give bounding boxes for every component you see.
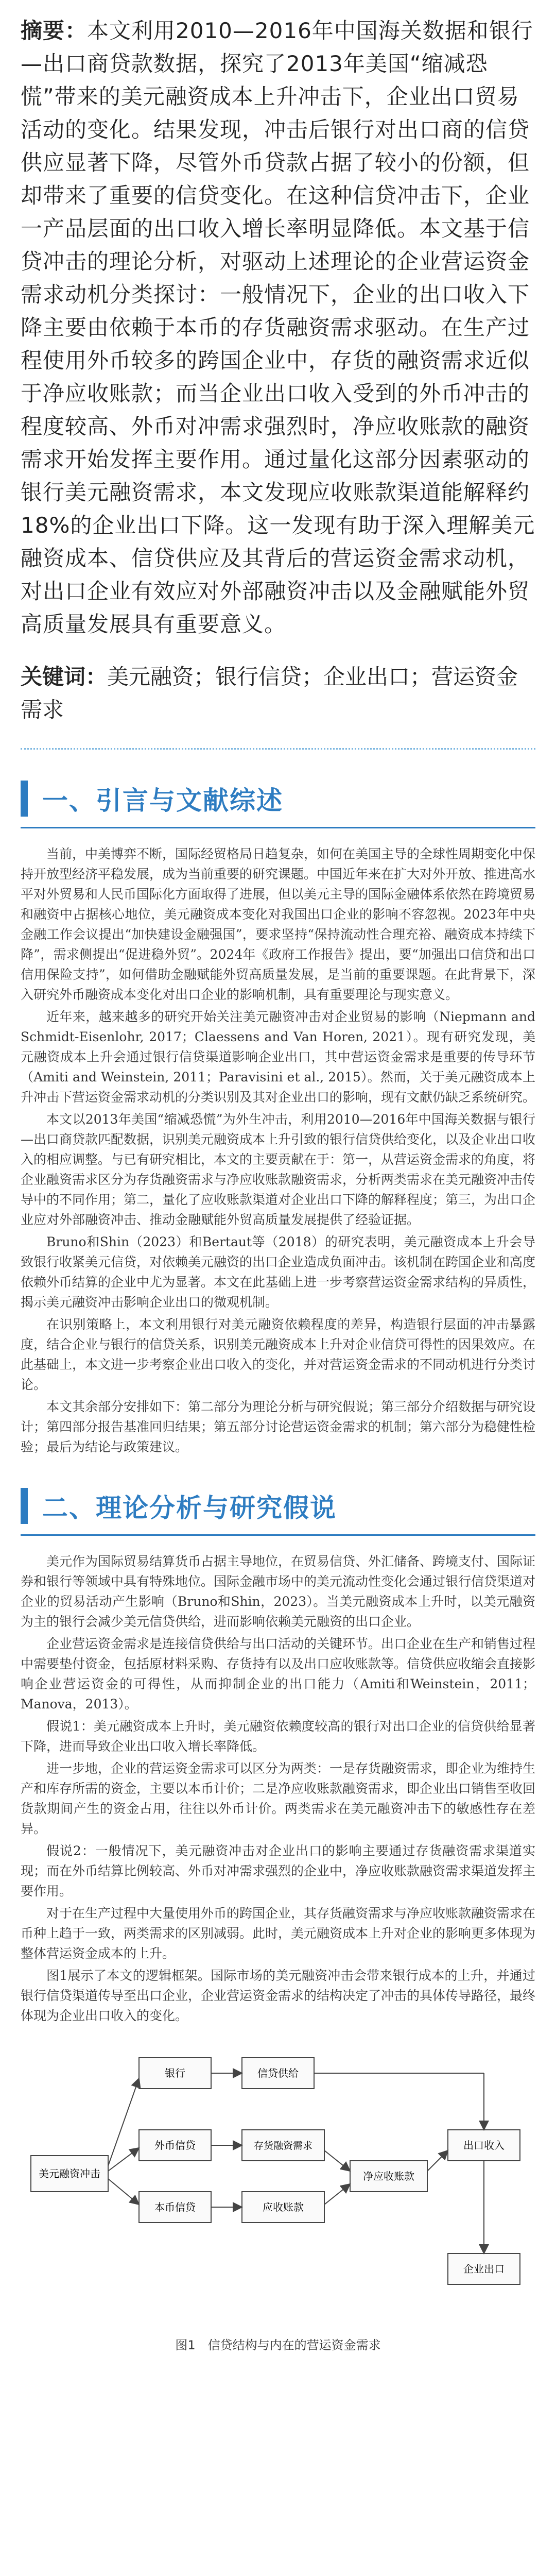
paragraph: 在识别策略上，本文利用银行对美元融资依赖程度的差异，构造银行层面的冲击暴露度，结合企业与银行的信贷关系，识别美元融资成本上升对企业信贷可得性的因果效应。在此基础上，本文进一步考察企业出口收入的变化，并对营运资金需求的不同动机进行分类讨论。: [21, 1317, 536, 1392]
figure-caption: 图1 信贷结构与内在的营运资金需求: [175, 2338, 381, 2352]
arrow: [324, 2184, 350, 2205]
abstract: [0, 0, 556, 641]
paragraph: 近年来，越来越多的研究开始关注美元融资冲击对企业贸易的影响（Niepmann and Schmidt-Eisenlohr, 2017；Claessens and Van Horen, 2021）。现有研究发现，美元融资成本上升会通过银行信贷渠道影响企业出口，其中营运资金需求是重要的传导环节（Amiti and Weinstein, 2011；Paravisini et al., 2015）。然而，关于美元融资成本上升冲击下营运资金需求动机的分类识别及其对企业出口的影响，现有文献仍缺乏系统研究。: [21, 1009, 536, 1105]
paragraph: 本文以2013年美国“缩减恐慌”为外生冲击，利用2010—2016年中国海关数据与银行—出口商贷款匹配数据，识别美元融资成本上升引致的银行信贷供给变化，以及企业出口收入的相应调整。与已有研究相比，本文的主要贡献在于：第一，从营运资金需求的角度，将企业融资需求区分为存货融资需求与净应收账款融资需求，分析两类需求在美元融资冲击传导中的不同作用；第二，量化了应收账款渠道对企业出口下降的解释程度；第三，为出口企业应对外部融资冲击、推动金融赋能外贸高质量发展提供了经验证据。: [21, 1112, 536, 1227]
heading-bar: [21, 781, 28, 817]
heading-bar: [21, 1488, 28, 1524]
section-1-heading: [21, 770, 535, 828]
section-2-heading: [21, 1478, 535, 1536]
box-inventory-label: 存货融资需求: [253, 2140, 313, 2151]
arrow: [324, 2150, 350, 2171]
paragraph: 图1展示了本文的逻辑框架。国际市场的美元融资冲击会带来银行成本的上升，并通过银行信贷渠道传导至出口企业，企业营运资金需求的结构决定了冲击的具体传导路径，最终体现为企业出口收入的变化。: [21, 1968, 536, 2023]
arrow: [427, 2150, 448, 2171]
abstract-text: 本文利用2010—2016年中国海关数据和银行—出口商贷款数据，探究了2013年美国“缩减恐慌”带来的美元融资成本上升冲击下，企业出口贸易活动的变化。结果发现，冲击后银行对出口商的信贷供应显著下降，尽管外币贷款占据了较小的份额，但却带来了重要的信贷变化。在这种信贷冲击下，企业一产品层面的出口收入增长率明显降低。本文基于信贷冲击的理论分析，对驱动上述理论的企业营运资金需求动机分类探讨：一般情况下，企业的出口收入下降主要由依赖于本币的存货融资需求驱动。在生产过程使用外币较多的跨国企业中，存货的融资需求近似于净应收账款；而当企业出口收入受到的外币冲击的程度较高、外币对冲需求强烈时，净应收账款的融资需求开始发挥主要作用。通过量化这部分因素驱动的银行美元融资需求，本文发现应收账款渠道能解释约18%的企业出口下降。这一发现有助于深入理解美元融资成本、信贷供应及其背后的营运资金需求动机，对出口企业有效应对外部融资冲击以及金融赋能外贸高质量发展具有重要意义。: [21, 18, 535, 637]
paragraph: 假说2：一般情况下，美元融资冲击对企业出口的影响主要通过存货融资需求渠道实现；而在外币结算比例较高、外币对冲需求强烈的企业中，净应收账款融资需求渠道发挥主要作用。: [21, 1843, 536, 1899]
section-2-title: 二、理论分析与研究假说: [42, 1493, 337, 1523]
box-bank-label: 银行: [165, 2067, 185, 2079]
paragraph: 进一步地，企业的营运资金需求可以区分为两类：一是存货融资需求，即企业为维持生产和库存所需的资金，主要以本币计价；二是净应收账款融资需求，即企业出口销售至收回货款期间产生的资金占用，往往以外币计价。两类需求在美元融资冲击下的敏感性存在差异。: [21, 1761, 536, 1836]
keywords-text: 美元融资；银行信贷；企业出口；营运资金需求: [21, 664, 518, 722]
box-fx-credit-label: 外币信贷: [154, 2139, 196, 2151]
paragraph: 对于在生产过程中大量使用外币的跨国企业，其存货融资需求与净应收账款融资需求在币种上趋于一致，两类需求的区别减弱。此时，美元融资成本上升对企业的影响更多体现为整体营运资金成本的上升。: [21, 1906, 536, 1961]
paragraph: 当前，中美博弈不断，国际经贸格局日趋复杂，如何在美国主导的全球性周期变化中保持开放型经济平稳发展，成为当前重要的研究课题。中国近年来在扩大对外开放、推进高水平对外贸易和人民币国际化方面取得了进展，但以美元主导的国际金融体系依然在跨境贸易和融资中占据核心地位，美元融资成本变化对我国出口企业的影响不容忽视。2023年中央金融工作会议提出“加快建设金融强国”，要求坚持“保持流动性合理充裕、融资成本持续下降”，需求侧提出“促进稳外贸”。2024年《政府工作报告》提出，要“加强出口信贷和出口信用保险支持”，如何借助金融赋能外贸高质量发展，是当前的重要课题。在此背景下，深入研究外币融资成本变化对出口企业的影响机制，具有重要理论与现实意义。: [21, 846, 536, 1002]
keywords: [0, 641, 556, 726]
paragraph: 企业营运资金需求是连接信贷供给与出口活动的关键环节。出口企业在生产和销售过程中需要垫付资金，包括原材料采购、存货持有以及出口应收账款等。信贷供应收缩会直接影响企业营运资金的可得性，从而抑制企业的出口能力（Amiti和Weinstein，2011；Manova，2013）。: [21, 1636, 536, 1711]
section-1-title: 一、引言与文献综述: [42, 786, 283, 816]
section-1-body: [0, 828, 556, 1457]
box-firm-export-label: 企业出口: [463, 2263, 505, 2275]
flow-diagram: [21, 2037, 535, 2326]
box-shock-label: 美元融资冲击: [39, 2167, 100, 2180]
box-export-income-label: 出口收入: [463, 2139, 505, 2151]
arrow: [108, 2179, 139, 2205]
box-local-credit-label: 本币信贷: [154, 2201, 196, 2213]
box-net-receivables-label: 净应收账款: [363, 2170, 414, 2182]
paragraph: 美元作为国际贸易结算货币占据主导地位，在贸易信贷、外汇储备、跨境支付、国际证券和银行等领域中具有特殊地位。国际金融市场中的美元流动性变化会通过银行信贷渠道对企业的贸易活动产生影响（Bruno和Shin，2023）。当美元融资成本上升时，以美元融资为主的银行会减少美元信贷供给，进而影响依赖美元融资的出口企业。: [21, 1554, 536, 1629]
box-receivables-label: 应收账款: [263, 2201, 304, 2213]
divider: [21, 748, 535, 750]
paragraph: 本文其余部分安排如下：第二部分为理论分析与研究假说；第三部分介绍数据与研究设计；第四部分报告基准回归结果；第五部分讨论营运资金需求的机制；第六部分为稳健性检验；最后为结论与政策建议。: [21, 1399, 536, 1454]
paragraph: 假说1：美元融资成本上升时，美元融资依赖度较高的银行对出口企业的信贷供给显著下降，进而导致企业出口收入增长率降低。: [21, 1719, 535, 1754]
section-2-body: [0, 1536, 556, 2026]
keywords-lead: 关键词：: [21, 664, 108, 689]
arrow: [108, 2078, 139, 2166]
abstract-lead: 摘要：: [21, 18, 88, 43]
paragraph: Bruno和Shin（2023）和Bertaut等（2018）的研究表明，美元融资成本上升会导致银行收紧美元信贷，对依赖美元融资的出口企业造成负面冲击。该机制在跨国企业和高度依赖外币结算的企业中尤为显著。本文在此基础上进一步考察营运资金需求结构的异质性，揭示美元融资冲击影响企业出口的微观机制。: [21, 1234, 536, 1310]
box-credit-label: 信贷供给: [257, 2067, 299, 2079]
figure-1: [21, 2037, 535, 2367]
